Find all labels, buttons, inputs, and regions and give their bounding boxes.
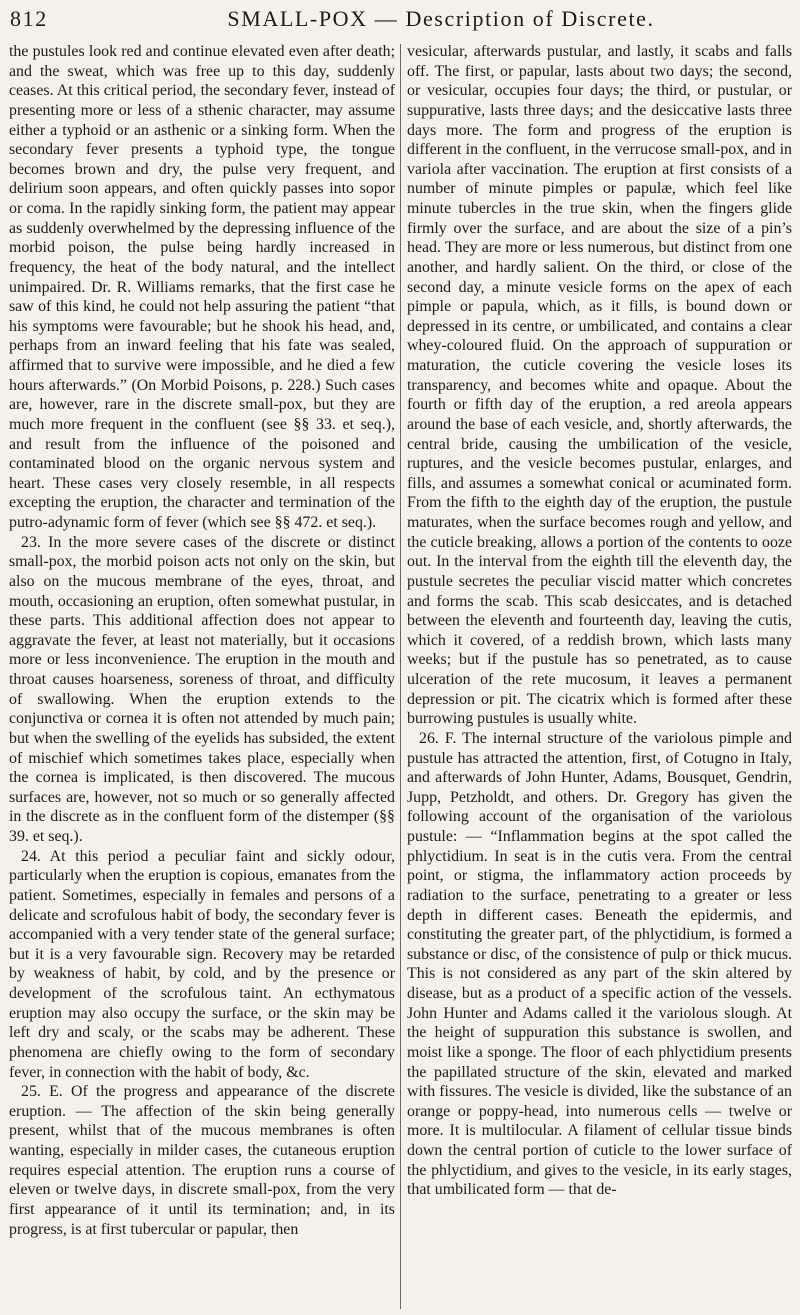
paragraph: 23. In the more severe cases of the discrete or distinct small-pox, the morbid poison acts not only on the skin, but also on the mucous membrane of the eyes, throat, and mouth, occasioning an eruption, often somewhat pustular, in these parts. This additional affection does not appear to aggravate the fever, at least not materially, but it occasions more or less inconvenience. The eruption in the mouth and throat causes hoarseness, soreness of throat, and difficulty of swallowing. When the eruption extends to the conjunctiva or cornea it is often not attended by much pain; but when the swelling of the eyelids has subsided, the extent of mischief which sometimes takes place, especially when the cornea is implicated, is then discovered. The mucous surfaces are, however, not so much or so generally affected in the discrete as in the confluent form of the distemper (§§ 39. et seq.). (9, 533, 395, 845)
text-columns (9, 42, 792, 1309)
paragraph: 26. F. The internal structure of the variolous pimple and pustule has attracted the attention, first, of Cotugno in Italy, and afterwards of John Hunter, Adams, Bousquet, Gendrin, Jupp, Petzholdt, and others. Dr. Gregory has given the following account of the organisation of the variolous pustule: — “Inflammation begins at the spot called the phlyctidium. In seat is in the cutis vera. From the central point, or stigma, the inflammatory action proceeds by radiation to the surface, penetrating to a greater or less depth in different cases. Beneath the epidermis, and constituting the greater part, of the phlyctidium, is formed a substance or disc, of the consistence of pulp or thick mucus. This is not considered as any part of the skin altered by disease, but as a product of a specific action of the vessels. John Hunter and Adams called it the variolous slough. At the height of suppuration this substance is swollen, and moist like a sponge. The floor of each phlyctidium presents the papillated structure of the skin, elevated and marked with fissures. The vesicle is divided, like the substance of an orange or poppy-head, into numerous cells — twelve or more. It is multilocular. A filament of cellular tissue binds down the central portion of cuticle to the lower surface of the phlyctidium, and gives to the vesicle, in its early stages, that umbilicated form — that de- (407, 729, 792, 1199)
running-header (10, 6, 788, 36)
running-title: SMALL-POX — Description of Discrete. (227, 6, 655, 31)
paragraph: 25. E. Of the progress and appearance of the discrete eruption. — The affection of the skin being generally present, whilst that of the mucous membranes is often wanting, especially in milder cases, the cutaneous eruption requires especial attention. The eruption runs a course of eleven or twelve days, in discrete small-pox, from the very first appearance of it until its termination; and, in its progress, is at first tubercular or papular, then (9, 1083, 395, 1238)
left-column (9, 42, 400, 1309)
right-column (401, 42, 792, 1309)
page-number: 812 (10, 6, 48, 31)
paragraph: the pustules look red and continue elevated even after death; and the sweat, which was free up to this day, suddenly ceases. At this critical period, the secondary fever, instead of presenting more or less of a sthenic character, may assume either a typhoid or an asthenic or a sinking form. When the secondary fever presents a typhoid type, the tongue becomes brown and dry, the pulse very frequent, and delirium soon appears, and often quickly passes into sopor or coma. In the rapidly sinking form, the patient may appear as suddenly overwhelmed by the depressing influence of the morbid poison, the pulse being hardly increased in frequency, the heat of the body natural, and the intellect unimpaired. Dr. R. Williams remarks, that the first case he saw of this kind, he could not help assuring the patient “that his symptoms were favourable; but he shook his head, and, perhaps from an inward feeling that his fate was sealed, affirmed that to survive were impossible, and he died a few hours afterwards.” (On Morbid Poisons, p. 228.) Such cases are, however, rare in the discrete small-pox, but they are much more frequent in the confluent (see §§ 33. et seq.), and result from the influence of the poisoned and contaminated blood on the organic nervous system and heart. These cases very closely resemble, in all respects excepting the eruption, the character and termination of the putro-adynamic form of fever (which see §§ 472. et seq.). (9, 43, 395, 531)
paragraph: vesicular, afterwards pustular, and lastly, it scabs and falls off. The first, or papular, lasts about two days; the second, or vesicular, occupies four days; the third, or pustular, or suppurative, lasts three days; and the desiccative lasts three days more. The form and progress of the eruption is different in the confluent, in the verrucose small-pox, and in variola after vaccination. The eruption at first consists of a number of minute pimples or papulæ, which feel like minute tubercles in the true skin, when the fingers glide firmly over the surface, and are about the size of a pin’s head. They are more or less numerous, but distinct from one another, and hardly salient. On the third, or close of the second day, a minute vesicle forms on the apex of each pimple or papula, which, as it fills, is bound down or depressed in its centre, or umbilicated, and contains a clear whey-coloured fluid. On the approach of suppuration or maturation, the cuticle covering the vesicle loses its transparency, and becomes white and opaque. About the fourth or fifth day of the eruption, a red areola appears around the base of each vesicle, and, shortly afterwards, the central bride, causing the umbilication of the vesicle, ruptures, and the vesicle becomes pustular, enlarges, and fills, and assumes a somewhat conical or acuminated form. From the fifth to the eighth day of the eruption, the pustule maturates, when the surface becomes rough and yellow, and the cuticle breaking, allows a portion of the contents to ooze out. In the interval from the eighth till the eleventh day, the pustule secretes the peculiar viscid matter which concretes and forms the scab. This scab desiccates, and is detached between the eleventh and fourteenth day, leaving the cutis, which it covered, of a reddish brown, which lasts many weeks; but if the pustule has so penetrated, as to cause ulceration of the rete mucosum, it leaves a permanent depression or pit. The cicatrix which is formed after these burrowing pustules is usually white. (407, 43, 792, 728)
paragraph: 24. At this period a peculiar faint and sickly odour, particularly when the eruption is copious, emanates from the patient. Sometimes, especially in females and persons of a delicate and scrofulous habit of body, the secondary fever is accompanied with a very tender state of the general surface; but it is a very favourable sign. Recovery may be retarded by weakness of habit, by cold, and by the presence or development of the scrofulous taint. An ecthymatous eruption may also occupy the surface, or the skin may be left dry and scaly, or the scabs may be adherent. These phenomena are chiefly owing to the form of secondary fever, in connection with the habit of body, &c. (9, 847, 395, 1081)
